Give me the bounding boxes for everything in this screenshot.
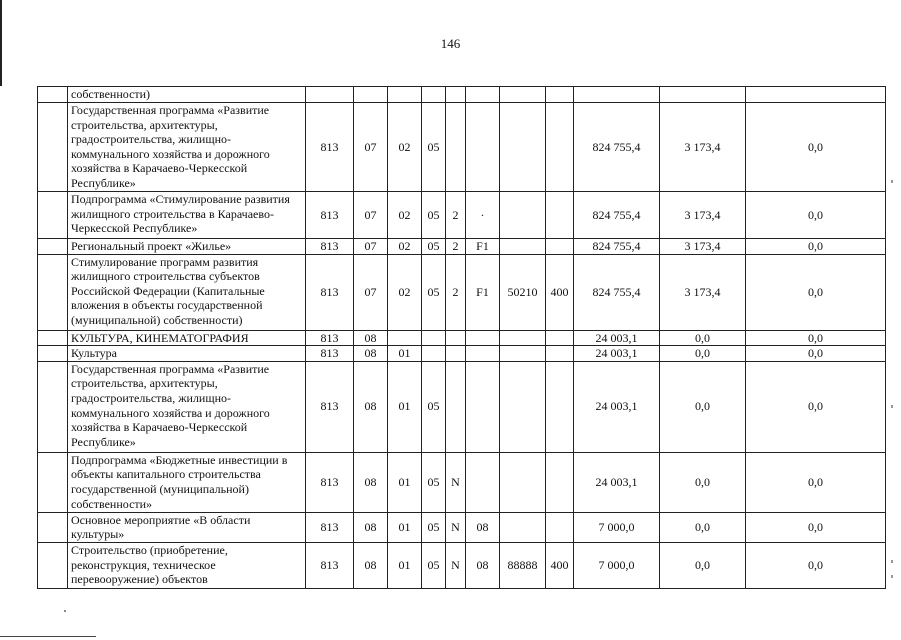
subsection-code: 01 [388,346,422,362]
amount-3 [746,87,886,103]
scan-speck [64,610,66,612]
row-name: Государственная программа «Развитие строительства, архитектуры, градостроительства, жилищно-коммунального хозяйства и дорожного хозяйства в Карачаево-Черкесской Республике» [68,103,306,192]
expense-type-code [546,192,574,239]
ministry-code: 813 [306,192,354,239]
amount-3: 0,0 [746,254,886,330]
subsection-code: 01 [388,542,422,588]
expense-type-code [546,512,574,542]
subprogram-code [446,361,466,452]
direction-code [500,103,546,192]
amount-1 [574,87,660,103]
subsection-code: 02 [388,239,422,255]
amount-3: 0,0 [746,192,886,239]
direction-code: 50210 [500,254,546,330]
amount-1: 24 003,1 [574,361,660,452]
direction-code [500,192,546,239]
amount-2: 0,0 [660,361,746,452]
event-code [466,361,500,452]
amount-1: 824 755,4 [574,254,660,330]
subprogram-code: N [446,512,466,542]
section-code: 07 [354,254,388,330]
row-name: Стимулирование программ развития жилищного строительства субъектов Российской Федерации (Капитальные вложения в объекты государственной (муниципальной) собственности) [68,254,306,330]
program-code: 05 [422,103,446,192]
section-code: 07 [354,103,388,192]
budget-table [37,86,886,589]
direction-code [500,239,546,255]
subsection-code: 01 [388,452,422,512]
section-code: 08 [354,346,388,362]
amount-3: 0,0 [746,452,886,512]
table-row [38,103,886,192]
ministry-code: 813 [306,254,354,330]
amount-2: 0,0 [660,330,746,346]
ministry-code: 813 [306,330,354,346]
amount-1: 24 003,1 [574,346,660,362]
amount-2: 3 173,4 [660,254,746,330]
subprogram-code: 2 [446,192,466,239]
amount-2: 3 173,4 [660,103,746,192]
subprogram-code [446,330,466,346]
scan-speck [891,405,893,408]
section-code: 07 [354,239,388,255]
amount-1: 824 755,4 [574,239,660,255]
expense-type-code [546,330,574,346]
subsection-code [388,87,422,103]
subsection-code: 02 [388,103,422,192]
row-name: КУЛЬТУРА, КИНЕМАТОГРАФИЯ [68,330,306,346]
direction-code [500,512,546,542]
table-row [38,239,886,255]
program-code: 05 [422,254,446,330]
expense-type-code: 400 [546,254,574,330]
amount-1: 824 755,4 [574,192,660,239]
direction-code [500,87,546,103]
ministry-code: 813 [306,103,354,192]
amount-1: 7 000,0 [574,542,660,588]
event-code [466,330,500,346]
subprogram-code: N [446,452,466,512]
amount-2: 0,0 [660,346,746,362]
row-name: Региональный проект «Жилье» [68,239,306,255]
row-index-cell [38,452,68,512]
amount-3: 0,0 [746,239,886,255]
direction-code [500,346,546,362]
subprogram-code [446,103,466,192]
subprogram-code [446,346,466,362]
event-code: · [466,192,500,239]
amount-2: 0,0 [660,542,746,588]
table-row [38,254,886,330]
amount-3: 0,0 [746,512,886,542]
row-index-cell [38,346,68,362]
row-index-cell [38,542,68,588]
event-code: 08 [466,542,500,588]
row-name: Строительство (приобретение, реконструкция, техническое перевооружение) объектов [68,542,306,588]
amount-2: 0,0 [660,512,746,542]
event-code: 08 [466,512,500,542]
section-code: 08 [354,452,388,512]
subprogram-code [446,87,466,103]
direction-code: 88888 [500,542,546,588]
subprogram-code: N [446,542,466,588]
expense-type-code: 400 [546,542,574,588]
table-row [38,512,886,542]
amount-1: 7 000,0 [574,512,660,542]
ministry-code: 813 [306,452,354,512]
subprogram-code: 2 [446,239,466,255]
program-code: 05 [422,239,446,255]
program-code [422,346,446,362]
page-number: 146 [440,36,461,51]
table-row [38,361,886,452]
row-index-cell [38,254,68,330]
event-code [466,346,500,362]
row-index-cell [38,512,68,542]
amount-3: 0,0 [746,346,886,362]
program-code: 05 [422,512,446,542]
row-name: Основное мероприятие «В области культуры» [68,512,306,542]
amount-3: 0,0 [746,361,886,452]
amount-1: 24 003,1 [574,330,660,346]
direction-code [500,361,546,452]
event-code: F1 [466,239,500,255]
subsection-code [388,330,422,346]
row-name: Подпрограмма «Бюджетные инвестиции в объекты капитального строительства государственной (муниципальной) собственности» [68,452,306,512]
ministry-code [306,87,354,103]
row-index-cell [38,103,68,192]
amount-2: 3 173,4 [660,192,746,239]
expense-type-code [546,239,574,255]
amount-3: 0,0 [746,542,886,588]
expense-type-code [546,87,574,103]
program-code: 05 [422,452,446,512]
section-code: 07 [354,192,388,239]
section-code [354,87,388,103]
amount-1: 24 003,1 [574,452,660,512]
row-index-cell [38,239,68,255]
ministry-code: 813 [306,346,354,362]
program-code [422,330,446,346]
expense-type-code [546,346,574,362]
event-code [466,87,500,103]
scan-speck [891,180,893,183]
row-name: Культура [68,346,306,362]
subsection-code: 01 [388,512,422,542]
scan-speck [891,575,893,578]
scan-speck [891,560,893,563]
ministry-code: 813 [306,239,354,255]
direction-code [500,330,546,346]
amount-3: 0,0 [746,103,886,192]
ministry-code: 813 [306,542,354,588]
subsection-code: 02 [388,192,422,239]
row-index-cell [38,87,68,103]
amount-2 [660,87,746,103]
section-code: 08 [354,542,388,588]
section-code: 08 [354,330,388,346]
table-row [38,87,886,103]
amount-2: 3 173,4 [660,239,746,255]
section-code: 08 [354,361,388,452]
expense-type-code [546,452,574,512]
table-row [38,192,886,239]
table-row [38,452,886,512]
table-row [38,542,886,588]
event-code [466,103,500,192]
table-row [38,346,886,362]
table-row [38,330,886,346]
event-code [466,452,500,512]
program-code: 05 [422,542,446,588]
program-code [422,87,446,103]
ministry-code: 813 [306,512,354,542]
event-code: F1 [466,254,500,330]
expense-type-code [546,361,574,452]
amount-2: 0,0 [660,452,746,512]
subsection-code: 02 [388,254,422,330]
ministry-code: 813 [306,361,354,452]
program-code: 05 [422,192,446,239]
expense-type-code [546,103,574,192]
footnote-rule [0,636,96,637]
subprogram-code: 2 [446,254,466,330]
row-name: Государственная программа «Развитие строительства, архитектуры, градостроительства, жилищно-коммунального хозяйства и дорожного хозяйства в Карачаево-Черкесской Республике» [68,361,306,452]
amount-1: 824 755,4 [574,103,660,192]
amount-3: 0,0 [746,330,886,346]
row-name: Подпрограмма «Стимулирование развития жилищного строительства в Карачаево-Черкесской Республике» [68,192,306,239]
row-index-cell [38,192,68,239]
subsection-code: 01 [388,361,422,452]
row-index-cell [38,330,68,346]
direction-code [500,452,546,512]
row-index-cell [38,361,68,452]
section-code: 08 [354,512,388,542]
row-name: собственности) [68,87,306,103]
program-code: 05 [422,361,446,452]
